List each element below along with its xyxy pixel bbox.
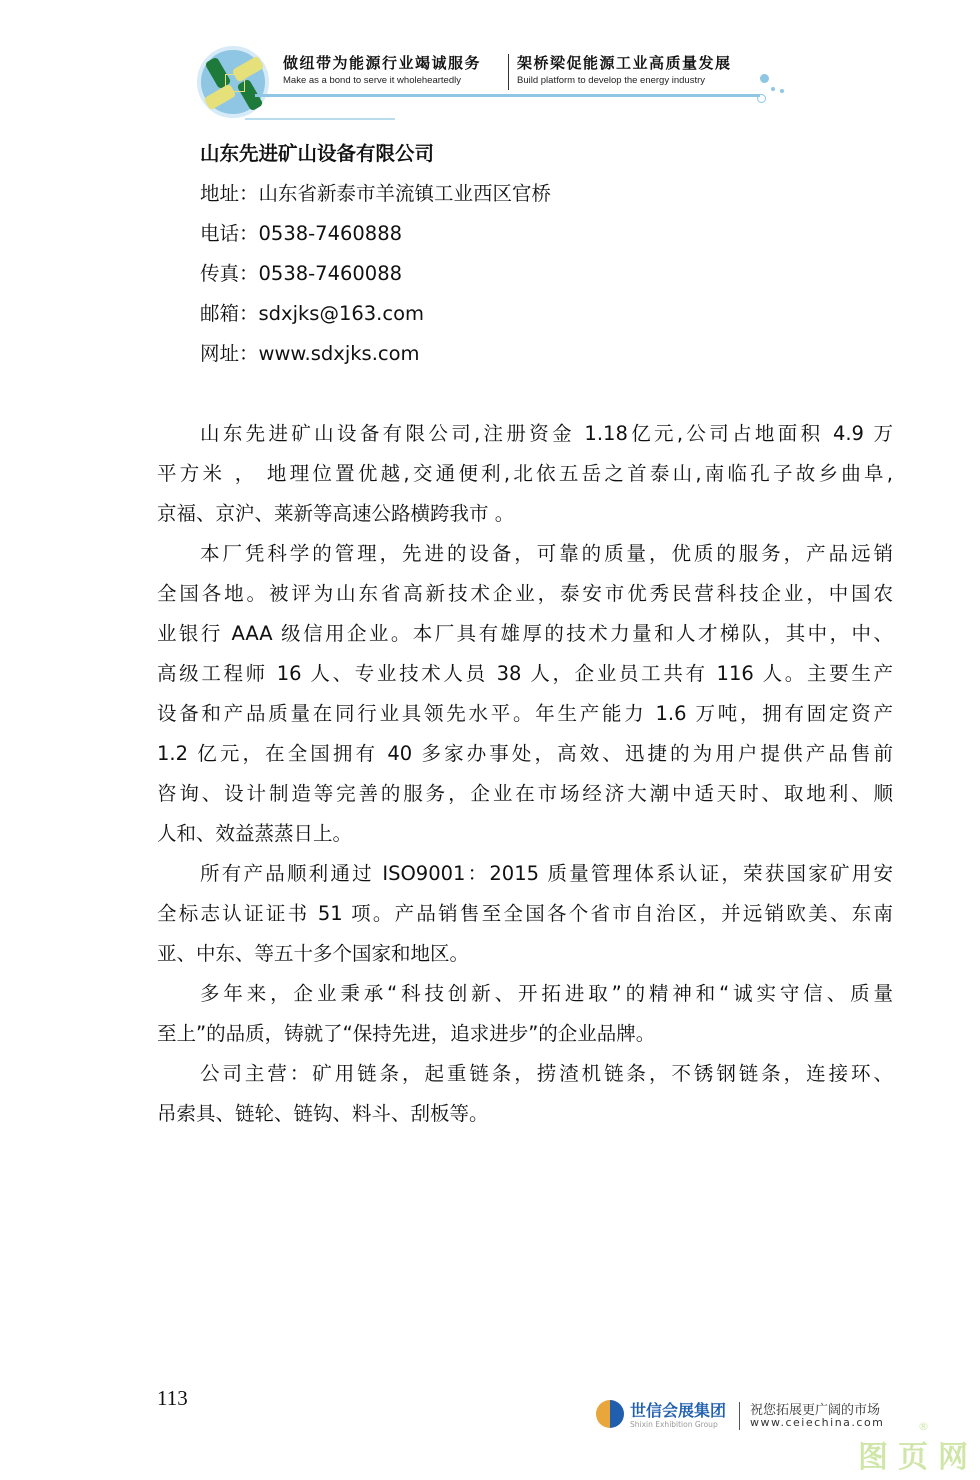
paragraph	[157, 980, 893, 1060]
footer-brand-en: Shixin Exhibition Group	[630, 1420, 718, 1429]
text-line: 亚、中东、等五十多个国家和地区。	[157, 942, 470, 965]
fax: 传真：0538-7460088	[200, 262, 403, 285]
text-line: 高级工程师 16 人、专业技术人员 38 人，企业员工共有 116 人。主要生产	[157, 662, 893, 685]
email: 邮箱：sdxjks@163.com	[200, 302, 425, 325]
text-line: 京福、京沪、莱新等高速公路横跨我市 。	[157, 502, 515, 525]
text-line: 平方米 ， 地理位置优越,交通便利,北依五岳之首泰山,南临孔子故乡曲阜,	[157, 462, 893, 485]
paragraph	[157, 420, 893, 540]
paragraph	[157, 1060, 893, 1140]
header-slogan-en-2: Build platform to develop the energy industry	[517, 75, 705, 86]
header-slogan-cn-2: 架桥梁促能源工业高质量发展	[517, 54, 732, 72]
text-line: 业银行 AAA 级信用企业。本厂具有雄厚的技术力量和人才梯队，其中，中、	[157, 622, 893, 645]
text-line: 山东先进矿山设备有限公司,注册资金 1.18亿元,公司占地面积 4.9 万	[200, 422, 893, 445]
footer-url: www.ceiechina.com	[750, 1416, 885, 1429]
page-footer	[596, 1398, 896, 1438]
shixin-logo-icon	[596, 1400, 624, 1428]
text-line: 全标志认证证书 51 项。产品销售至全国各个省市自治区，并远销欧美、东南	[157, 902, 893, 925]
contact-block	[200, 140, 551, 380]
body-text	[157, 420, 893, 1140]
text-line: 本厂凭科学的管理，先进的设备，可靠的质量，优质的服务，产品远销	[200, 542, 893, 565]
text-line: 人和、效益蒸蒸日上。	[157, 822, 353, 845]
text-line: 多年来，企业秉承“科技创新、开拓进取”的精神和“诚实守信、质量	[200, 982, 893, 1005]
page-header	[195, 44, 795, 124]
text-line: 所有产品顺利通过 ISO9001：2015 质量管理体系认证，荣获国家矿用安	[200, 862, 893, 885]
text-line: 吊索具、链轮、链钩、料斗、刮板等。	[157, 1102, 489, 1125]
header-slogan-cn-1: 做纽带为能源行业竭诚服务	[283, 54, 482, 72]
text-line: 全国各地。被评为山东省高新技术企业，泰安市优秀民营科技企业，中国农	[157, 582, 893, 605]
text-line: 1.2 亿元，在全国拥有 40 多家办事处，高效、迅捷的为用户提供产品售前	[157, 742, 893, 765]
text-line: 至上”的品质，铸就了“保持先进，追求进步”的企业品牌。	[157, 1022, 656, 1045]
phone: 电话：0538-7460888	[200, 222, 403, 245]
website: 网址：www.sdxjks.com	[200, 342, 420, 365]
association-logo-icon	[197, 46, 269, 118]
footer-slogan: 祝您拓展更广阔的市场	[750, 1403, 881, 1418]
footer-brand-cn: 世信会展集团	[630, 1401, 727, 1420]
header-divider	[508, 54, 509, 90]
address: 地址：山东省新泰市羊流镇工业西区官桥	[200, 182, 552, 205]
footer-divider	[739, 1402, 740, 1430]
registered-mark-icon: ®	[918, 1420, 929, 1433]
paragraph	[157, 860, 893, 980]
header-slogan-en-1: Make as a bond to serve it wholeheartedly	[283, 75, 461, 86]
paragraph	[157, 540, 893, 860]
company-name: 山东先进矿山设备有限公司	[200, 142, 435, 165]
text-line: 公司主营：矿用链条，起重链条，捞渣机链条，不锈钢链条，连接环、	[200, 1062, 893, 1085]
watermark: 图页网	[858, 1440, 978, 1475]
page-number: 113	[157, 1386, 188, 1410]
text-line: 设备和产品质量在同行业具领先水平。年生产能力 1.6 万吨，拥有固定资产	[157, 702, 893, 725]
text-line: 咨询、设计制造等完善的服务，企业在市场经济大潮中适天时、取地利、顺	[157, 782, 893, 805]
